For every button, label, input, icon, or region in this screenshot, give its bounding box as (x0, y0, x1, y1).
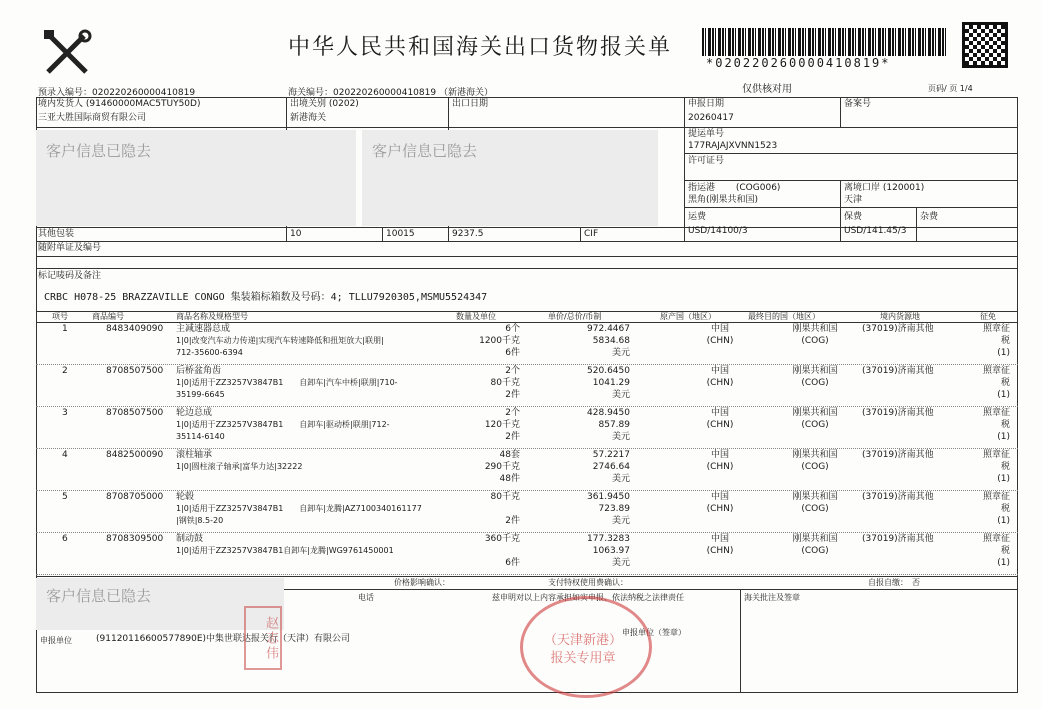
duty-mode: 照章征 (982, 366, 1010, 376)
redaction-label: 客户信息已隐去 (372, 142, 478, 160)
duty-mode: 税 (1000, 504, 1010, 514)
duty-mode: 照章征 (982, 408, 1010, 418)
signature-seal: 赵志伟 (244, 606, 282, 670)
origin-country: 中国 (710, 450, 729, 460)
commodity-code: 8482500090 (106, 450, 164, 460)
freight-value: USD/14100/3 (688, 226, 748, 236)
packaging-label: 其他包装 (38, 229, 75, 239)
quantity-unit: 290千克 (484, 462, 520, 472)
origin-country: 中国 (710, 408, 729, 418)
docs-label: 随附单证及编号 (38, 243, 102, 253)
customs-note-label: 海关批注及签章 (744, 593, 800, 602)
col-header-origin: 原产国（地区） (660, 312, 716, 321)
col-header-code: 商品编号 (92, 312, 124, 321)
departure-port-name: 天津 (844, 195, 863, 205)
price-value: 972.4467 (587, 324, 630, 334)
quantity-unit: 2个 (505, 408, 520, 418)
declare-unit-stamp-label: 申报单位（签章） (622, 628, 686, 637)
price-value: 723.89 (598, 504, 630, 514)
price-value: 361.9450 (587, 492, 630, 502)
col-header-duty: 征免 (980, 312, 996, 321)
quantity-unit: 120千克 (484, 420, 520, 430)
document-title: 中华人民共和国海关出口货物报关单 (288, 35, 673, 60)
goods-source: (37019)济南其他 (862, 408, 934, 418)
departure-port-label: 离境口岸 (844, 183, 881, 193)
barcode-number: *020220260000410819* (706, 56, 891, 70)
duty-mode: (1) (997, 432, 1010, 442)
price-value: 177.3283 (587, 534, 630, 544)
commodity-spec: 35199-6645 (176, 390, 225, 399)
customs-emblem (40, 28, 96, 80)
quantity-unit: 6件 (505, 348, 520, 358)
freight-label: 运费 (688, 212, 707, 222)
price-value: 美元 (611, 558, 630, 568)
qr-code-icon (962, 22, 1008, 68)
commodity-name: 制动鼓 (176, 534, 204, 544)
price-value: 57.2217 (592, 450, 630, 460)
package-count: 10 (290, 229, 302, 239)
price-value: 美元 (611, 432, 630, 442)
destination-country: (COG) (801, 546, 829, 556)
goods-source: (37019)济南其他 (862, 324, 934, 334)
quantity-unit: 6件 (505, 558, 520, 568)
commodity-code: 8708507500 (106, 408, 164, 418)
col-header-qty: 数量及单位 (456, 312, 496, 321)
goods-source: (37019)济南其他 (862, 366, 934, 376)
declare-unit: (91120116600577890E)中集世联达报关行（天津）有限公司 (96, 634, 351, 644)
duty-mode: (1) (997, 516, 1010, 526)
royalty-confirm: 支付特权使用费确认： (548, 578, 628, 587)
quantity-unit: 6个 (505, 324, 520, 334)
quantity-unit: 2件 (505, 516, 520, 526)
commodity-code: 8708309500 (106, 534, 164, 544)
origin-country: (CHN) (706, 378, 734, 388)
quantity-unit: 2个 (505, 366, 520, 376)
destination-country: (COG) (801, 462, 829, 472)
quantity-unit: 1200千克 (479, 336, 520, 346)
commodity-spec: 1|0|适用于ZZ3257V3847B1 自卸车|驱动桥|联朋|712- (176, 420, 390, 429)
shipper-label: 境内发货人 (38, 99, 84, 109)
destination-country: 刚果共和国 (792, 492, 838, 502)
commodity-name: 轮边总成 (176, 408, 213, 418)
destination-country: (COG) (801, 420, 829, 430)
stamp-line-1: （天津新港） (543, 633, 622, 648)
commodity-spec: 1|0|适用于ZZ3257V3847B1自卸车|龙腾|WG9761450001 (176, 546, 394, 555)
col-header-price: 单价/总价/币制 (548, 312, 602, 321)
col-header-dest: 最终目的国（地区） (748, 312, 820, 321)
page-number: 页码/ 页 1/4 (928, 84, 973, 93)
price-value: 美元 (611, 474, 630, 484)
barcode (702, 28, 947, 56)
commodity-spec: 1|0|适用于ZZ3257V3847B1 自卸车|汽车中桥|联朋|710- (176, 378, 398, 387)
commodity-code: 8708507500 (106, 366, 164, 376)
shipper-code: (91460000MAC5TUY50D) (85, 99, 201, 109)
insurance-value: USD/141.45/3 (844, 226, 907, 236)
duty-mode: (1) (997, 348, 1010, 358)
license-label: 许可证号 (688, 156, 725, 166)
duty-mode: (1) (997, 474, 1010, 484)
customs-number-value: 020220260000410819 (333, 88, 437, 98)
origin-country: 中国 (710, 366, 729, 376)
row-number: 5 (62, 492, 68, 502)
destination-country: 刚果共和国 (792, 450, 838, 460)
trade-terms: CIF (584, 229, 599, 239)
exit-date-label: 出口日期 (452, 99, 489, 109)
verify-note: 仅供核对用 (742, 84, 792, 95)
duty-mode: 照章征 (982, 450, 1010, 460)
commodity-spec: 712-35600-6394 (176, 348, 243, 357)
duty-mode: 税 (1000, 546, 1010, 556)
record-label: 备案号 (844, 99, 872, 109)
price-value: 美元 (611, 348, 630, 358)
quantity-unit: 80千克 (490, 378, 520, 388)
customs-name: （新港海关） (438, 88, 493, 98)
arrival-port-name: 黑角(刚果共和国) (688, 195, 759, 205)
phone-label: 电话 (358, 593, 374, 602)
duty-mode: 税 (1000, 462, 1010, 472)
commodity-code: 8708705000 (106, 492, 164, 502)
destination-country: 刚果共和国 (792, 324, 838, 334)
redaction-label: 客户信息已隐去 (46, 587, 152, 605)
quantity-unit: 2件 (505, 432, 520, 442)
row-number: 4 (62, 450, 68, 460)
exit-customs-code: (0202) (328, 99, 359, 109)
shipper-name: 三亚大胜国际商贸有限公司 (38, 113, 147, 123)
row-number: 6 (62, 534, 68, 544)
duty-mode: 照章征 (982, 324, 1010, 334)
commodity-spec: 1|0|改变汽车动力传递|实现汽车转速降低和扭矩放大|联朋| (176, 336, 384, 345)
goods-source: (37019)济南其他 (862, 492, 934, 502)
commodity-code: 8483409090 (106, 324, 164, 334)
origin-country: 中国 (710, 492, 729, 502)
origin-country: 中国 (710, 534, 729, 544)
price-confirm: 价格影响确认： (394, 578, 450, 587)
stamp-line-2: 报关专用章 (550, 651, 616, 666)
price-value: 美元 (611, 390, 630, 400)
stamp-text (520, 632, 646, 668)
col-header-source: 境内货源地 (880, 312, 920, 321)
record-number-value: 020220260000410819 (92, 88, 196, 98)
gross-weight: 10015 (386, 229, 415, 239)
customs-number-label: 海关编号： (288, 88, 334, 98)
price-value: 857.89 (598, 420, 630, 430)
commodity-spec: 35114-6140 (176, 432, 225, 441)
commodity-name: 轮毂 (176, 492, 195, 502)
destination-country: (COG) (801, 378, 829, 388)
row-number: 3 (62, 408, 68, 418)
duty-mode: (1) (997, 558, 1010, 568)
commodity-spec: 1|0|圆柱滚子轴承|富华力达|32222 (176, 462, 303, 471)
bill-number: 177RAJAJXVNN1523 (688, 141, 778, 151)
destination-country: (COG) (801, 336, 829, 346)
net-weight: 9237.5 (452, 229, 484, 239)
duty-mode: 照章征 (982, 492, 1010, 502)
col-header-name: 商品名称及规格型号 (176, 312, 248, 321)
insurance-label: 保费 (844, 212, 863, 222)
destination-country: 刚果共和国 (792, 408, 838, 418)
price-value: 1041.29 (592, 378, 630, 388)
marks-label: 标记唛码及备注 (38, 271, 102, 281)
destination-country: 刚果共和国 (792, 366, 838, 376)
duty-mode: 照章征 (982, 534, 1010, 544)
origin-country: (CHN) (706, 462, 734, 472)
duty-mode: (1) (997, 390, 1010, 400)
price-value: 美元 (611, 516, 630, 526)
quantity-unit: 80千克 (490, 492, 520, 502)
row-number: 2 (62, 366, 68, 376)
declare-date-label: 申报日期 (688, 99, 725, 109)
commodity-name: 主减速器总成 (176, 324, 231, 334)
exit-customs-label: 出境关别 (290, 99, 327, 109)
commodity-name: 滚柱轴承 (176, 450, 213, 460)
destination-country: 刚果共和国 (792, 534, 838, 544)
commodity-name: 后桥盆角齿 (176, 366, 222, 376)
arrival-port-code: (COG006) (735, 183, 781, 193)
record-number-label: 预录入编号： (38, 88, 93, 98)
duty-mode: 税 (1000, 420, 1010, 430)
arrival-port-label: 指运港 (688, 183, 716, 193)
price-value: 1063.97 (592, 546, 630, 556)
row-number: 1 (62, 324, 68, 334)
duty-mode: 税 (1000, 378, 1010, 388)
origin-country: (CHN) (706, 546, 734, 556)
price-value: 520.6450 (587, 366, 630, 376)
origin-country: (CHN) (706, 420, 734, 430)
origin-country: (CHN) (706, 336, 734, 346)
commodity-spec: |钢铁|8.5-20 (176, 516, 224, 525)
self-pay: 自报自缴： 否 (868, 578, 920, 587)
commodity-spec: 1|0|适用于ZZ3257V3847B1 自卸车|龙腾|AZ7100340161177 (176, 504, 422, 513)
quantity-unit: 2件 (505, 390, 520, 400)
departure-port-code: (120001) (882, 183, 925, 193)
redaction-label: 客户信息已隐去 (46, 142, 152, 160)
col-header-no: 项号 (52, 312, 68, 321)
quantity-unit: 360千克 (484, 534, 520, 544)
price-value: 428.9450 (587, 408, 630, 418)
quantity-unit: 48套 (499, 450, 520, 460)
duty-mode: 税 (1000, 336, 1010, 346)
quantity-unit: 48件 (499, 474, 520, 484)
exit-customs-name: 新港海关 (290, 113, 327, 123)
declare-unit-label: 申报单位 (40, 636, 72, 645)
origin-country: 中国 (710, 324, 729, 334)
declaration-text: 兹申明对以上内容承担如实申报、依法纳税之法律责任 (492, 593, 684, 602)
goods-source: (37019)济南其他 (862, 534, 934, 544)
misc-label: 杂费 (920, 212, 939, 222)
price-value: 2746.64 (592, 462, 630, 472)
bill-label: 提运单号 (688, 129, 725, 139)
origin-country: (CHN) (706, 504, 734, 514)
marks-value: CRBC H078-25 BRAZZAVILLE CONGO 集装箱标箱数及号码：4; TLLU7920305,MSMU5524347 (44, 292, 488, 303)
goods-source: (37019)济南其他 (862, 450, 934, 460)
price-value: 5834.68 (592, 336, 630, 346)
declare-date: 20260417 (688, 113, 734, 123)
destination-country: (COG) (801, 504, 829, 514)
